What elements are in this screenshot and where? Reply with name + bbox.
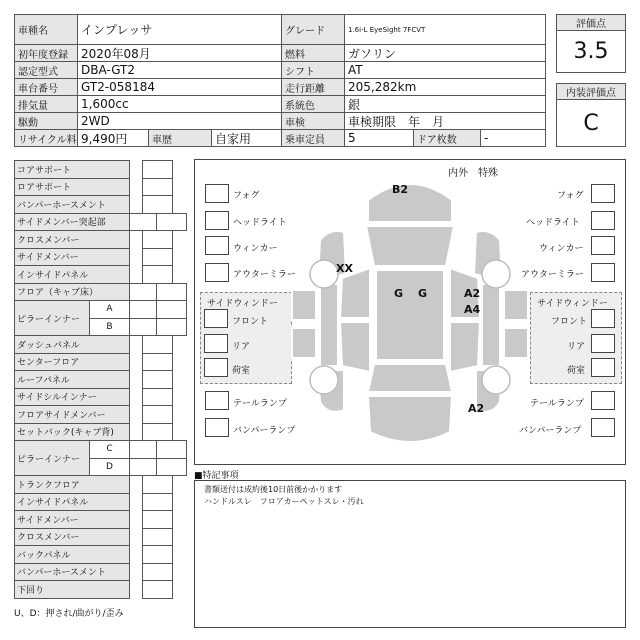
notes-box [194, 480, 626, 628]
mark-g-2: G [418, 287, 428, 300]
mark-a2-bottom: A2 [468, 402, 485, 415]
score-value: 3.5 [556, 30, 626, 73]
frame-item-label: コアサポート [14, 160, 130, 179]
side-luggage-left-checkbox[interactable] [204, 358, 228, 377]
frame-item-label: ルーフパネル [14, 370, 130, 389]
grade-value: 1.6i-L EyeSight 7FCVT [344, 14, 546, 45]
frame-item-label: インサイドパネル [14, 493, 130, 512]
side-front-left-checkbox[interactable] [204, 309, 228, 328]
frame-check-box[interactable] [156, 458, 187, 477]
frame-item-label: クロスメンバー [14, 528, 130, 547]
pillar-sub-label: A [89, 300, 130, 319]
headlight-left-label: ヘッドライト [233, 218, 287, 228]
fog-left-checkbox[interactable] [205, 184, 229, 203]
mark-a2-top: A2 [464, 287, 481, 300]
rear-left-door [340, 322, 370, 372]
displacement-label: 排気量 [14, 95, 78, 113]
notes-line-2: ハンドルスレ フロアカーペットスレ・汚れ [204, 497, 364, 506]
frame-check-box[interactable] [142, 370, 173, 389]
frame-item-label: バックパネル [14, 545, 130, 564]
frame-check-box[interactable] [142, 510, 173, 529]
frame-check-box[interactable] [142, 230, 173, 249]
frame-item-label: 下回り [14, 580, 130, 599]
right-front-lower [504, 290, 528, 320]
side-rear-left-label: リア [232, 342, 251, 352]
frame-item-label: クロスメンバー [14, 230, 130, 249]
wheel-rear-right [482, 366, 510, 394]
frame-check-box[interactable] [142, 475, 173, 494]
mileage-value: 205,282km [344, 78, 546, 96]
pillar-sub-label: C [89, 440, 130, 459]
capacity-value: 5 [344, 129, 414, 147]
tail-lamp-right-label: テールランプ [530, 399, 584, 409]
frame-item-label: サイドメンバー [14, 510, 130, 529]
mark-xx: XX [336, 262, 353, 275]
car-name-label: 車種名 [14, 14, 78, 45]
frame-check-box[interactable] [142, 580, 173, 599]
doors-value: - [480, 129, 546, 147]
side-front-right-checkbox[interactable] [591, 309, 615, 328]
side-window-left-label: サイドウィンドー [207, 299, 278, 309]
frame-item-label: サイドメンバー突起部 [14, 213, 130, 232]
color-value: 銀 [344, 95, 546, 113]
frame-check-box[interactable] [129, 213, 158, 232]
mileage-label: 走行距離 [281, 78, 345, 96]
roof-panel [376, 270, 444, 360]
mark-g-1: G [394, 287, 404, 300]
recycle-label: リサイクル料 [14, 129, 78, 147]
mark-b2: B2 [392, 183, 409, 196]
winker-left-checkbox[interactable] [205, 236, 229, 255]
winker-right-checkbox[interactable] [591, 236, 615, 255]
rear-window-panel [368, 364, 452, 392]
inspection-label: 車検 [281, 112, 345, 130]
frame-item-label: バンパーホースメント [14, 195, 130, 214]
mirror-right-label: アウターミラー [521, 270, 584, 280]
drive-value: 2WD [77, 112, 282, 130]
side-rear-left-checkbox[interactable] [204, 334, 228, 353]
frame-check-box[interactable] [142, 178, 173, 197]
tail-lamp-right-checkbox[interactable] [591, 391, 615, 410]
frame-item-label: トランクフロア [14, 475, 130, 494]
frame-item-label: セットバック(キャブ背) [14, 423, 130, 442]
pillar-sub-label: B [89, 318, 130, 337]
drive-label: 駆動 [14, 112, 78, 130]
fog-left-label: フォグ [233, 191, 260, 201]
frame-check-box[interactable] [142, 405, 173, 424]
tail-lamp-left-label: テールランプ [233, 399, 287, 409]
car-top-view-illustration [290, 170, 530, 455]
history-label: 車歴 [148, 129, 212, 147]
first-reg-value: 2020年08月 [77, 44, 282, 62]
frame-item-label: サイドシルインナー [14, 388, 130, 407]
notes-line-1: 書類送付は成約後10日前後かかります [204, 485, 343, 494]
history-value: 自家用 [211, 129, 282, 147]
footnote: U、D：押され/曲がり/歪み [14, 609, 124, 619]
frame-check-box[interactable] [142, 160, 173, 179]
left-rear-lower [292, 328, 316, 358]
mirror-left-checkbox[interactable] [205, 263, 229, 282]
frame-item-label: フロア（キャブ床） [14, 283, 130, 302]
frame-check-box[interactable] [142, 248, 173, 267]
tail-lamp-left-checkbox[interactable] [205, 391, 229, 410]
headlight-left-checkbox[interactable] [205, 211, 229, 230]
right-sill [482, 284, 500, 366]
recycle-value: 9,490円 [77, 129, 149, 147]
frame-check-box[interactable] [142, 335, 173, 354]
model-label: 認定型式 [14, 61, 78, 79]
chassis-value: GT2-058184 [77, 78, 282, 96]
mirror-right-checkbox[interactable] [591, 263, 615, 282]
first-reg-label: 初年度登録 [14, 44, 78, 62]
frame-item-label: センターフロア [14, 353, 130, 372]
wheel-rear-left [310, 366, 338, 394]
frame-check-box[interactable] [129, 300, 158, 319]
side-rear-right-label: リア [567, 342, 586, 352]
side-luggage-right-label: 荷室 [567, 366, 586, 376]
diagram-header: 内外 特殊 [448, 168, 498, 179]
headlight-right-label: ヘッドライト [526, 218, 580, 228]
frame-item-label: ピラーインナー [14, 300, 90, 336]
shift-value: AT [344, 61, 546, 79]
car-name-value: インプレッサ [77, 14, 282, 45]
bumper-lamp-right-label: バンパーランプ [519, 426, 582, 436]
frame-check-box[interactable] [156, 318, 187, 337]
fog-right-checkbox[interactable] [591, 184, 615, 203]
side-luggage-right-checkbox[interactable] [591, 358, 615, 377]
frame-item-label: バンパーホースメント [14, 563, 130, 582]
frame-check-box[interactable] [142, 563, 173, 582]
mirror-left-label: アウターミラー [233, 270, 296, 280]
bumper-lamp-left-checkbox[interactable] [205, 418, 229, 437]
frame-item-label: フロアサイドメンバー [14, 405, 130, 424]
headlight-right-checkbox[interactable] [591, 211, 615, 230]
interior-label: 内装評価点 [556, 83, 626, 100]
bumper-lamp-right-checkbox[interactable] [591, 418, 615, 437]
windshield-panel [366, 226, 454, 266]
fuel-label: 燃料 [281, 44, 345, 62]
wheel-front-left [310, 260, 338, 288]
frame-check-box[interactable] [142, 423, 173, 442]
frame-item-label: ロアサポート [14, 178, 130, 197]
grade-label: グレード [281, 14, 345, 45]
inspection-value: 車検期限 年 月 [344, 112, 546, 130]
front-left-door [340, 268, 370, 318]
rear-right-door [450, 322, 480, 372]
frame-check-box[interactable] [156, 440, 187, 459]
hood-panel [368, 184, 452, 222]
winker-left-label: ウィンカー [233, 244, 278, 254]
left-sill [320, 284, 338, 366]
frame-check-box[interactable] [156, 300, 187, 319]
frame-check-box[interactable] [142, 493, 173, 512]
capacity-label: 乗車定員 [281, 129, 345, 147]
frame-check-box[interactable] [142, 545, 173, 564]
frame-item-label: サイドメンバー [14, 248, 130, 267]
shift-label: シフト [281, 61, 345, 79]
fuel-value: ガソリン [344, 44, 546, 62]
frame-check-box[interactable] [142, 388, 173, 407]
score-label: 評価点 [556, 14, 626, 31]
wheel-front-right [482, 260, 510, 288]
frame-check-box[interactable] [129, 318, 158, 337]
doors-label: ドア枚数 [413, 129, 481, 147]
frame-check-box[interactable] [156, 213, 187, 232]
frame-check-box[interactable] [142, 195, 173, 214]
side-front-right-label: フロント [551, 317, 588, 327]
trunk-panel [368, 396, 452, 442]
notes-title: ■特記事項 [194, 471, 239, 481]
frame-check-box[interactable] [129, 458, 158, 477]
winker-right-label: ウィンカー [539, 244, 584, 254]
mark-a4: A4 [464, 303, 481, 316]
side-rear-right-checkbox[interactable] [591, 334, 615, 353]
frame-check-box[interactable] [142, 528, 173, 547]
frame-item-label: インサイドパネル [14, 265, 130, 284]
side-window-right-label: サイドウィンドー [537, 299, 608, 309]
pillar-sub-label: D [89, 458, 130, 477]
frame-check-box[interactable] [156, 283, 187, 302]
left-front-lower [292, 290, 316, 320]
frame-item-label: ピラーインナー [14, 440, 90, 476]
frame-item-label: ダッシュパネル [14, 335, 130, 354]
chassis-label: 車台番号 [14, 78, 78, 96]
frame-check-box[interactable] [129, 283, 158, 302]
displacement-value: 1,600cc [77, 95, 282, 113]
frame-check-box[interactable] [129, 440, 158, 459]
bumper-lamp-left-label: バンパーランプ [233, 426, 296, 436]
side-luggage-left-label: 荷室 [232, 366, 251, 376]
frame-check-box[interactable] [142, 265, 173, 284]
fog-right-label: フォグ [557, 191, 584, 201]
right-rear-lower [504, 328, 528, 358]
side-front-left-label: フロント [232, 317, 269, 327]
model-value: DBA-GT2 [77, 61, 282, 79]
interior-value: C [556, 99, 626, 147]
frame-check-box[interactable] [142, 353, 173, 372]
color-label: 系統色 [281, 95, 345, 113]
